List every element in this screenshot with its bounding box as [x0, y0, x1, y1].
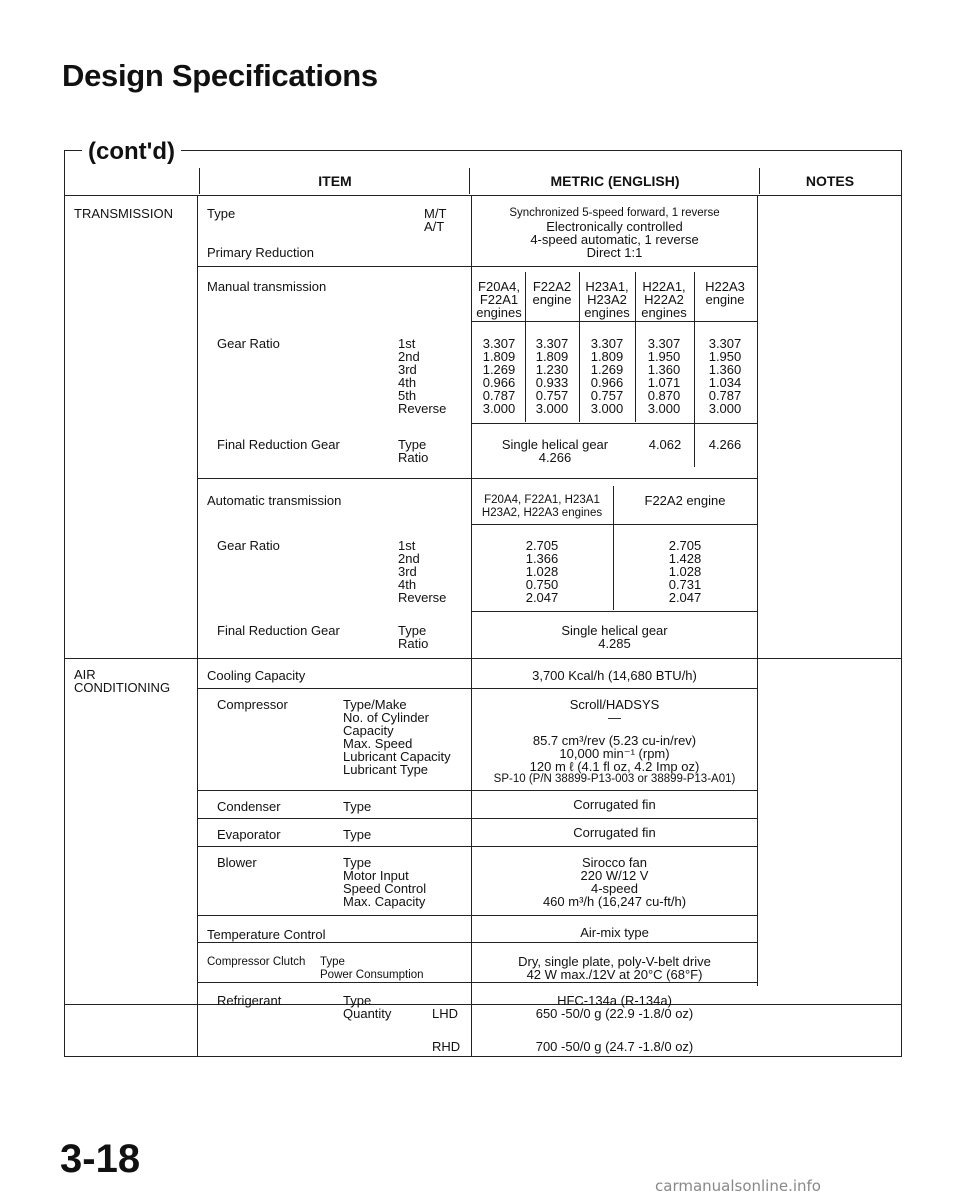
engine-divider	[694, 272, 695, 467]
refrigerant-items: Type Quantity	[343, 993, 392, 1021]
row-separator	[197, 982, 758, 983]
evaporator-value: Corrugated fin	[573, 825, 656, 840]
auto-gear-list: 1st 2nd 3rd 4th Reverse	[398, 538, 447, 605]
compressor-lubricant-type: SP-10 (P/N 38899-P13-003 or 38899-P13-A01)	[493, 773, 736, 785]
compressor-label: Compressor	[217, 697, 288, 712]
ratio-col-5: 3.307 1.950 1.360 1.034 0.787 3.000	[708, 336, 742, 416]
condenser-label: Condenser	[217, 799, 281, 814]
compressor-max-speed: 10,000 min⁻¹ (rpm)	[559, 746, 670, 761]
trans-primary-value: Direct 1:1	[586, 245, 643, 260]
row-separator	[197, 818, 758, 819]
row-separator	[197, 790, 758, 791]
auto-gear-ratio-label: Gear Ratio	[217, 538, 280, 553]
condenser-type-label: Type	[343, 799, 372, 814]
trans-primary-label: Primary Reduction	[207, 245, 314, 260]
compressor-capacity: 85.7 cm³/rev (5.23 cu-in/rev)	[532, 733, 697, 748]
auto-trans-label: Automatic transmission	[207, 493, 342, 508]
trans-type-mt-value: Synchronized 5-speed forward, 1 reverse	[509, 207, 720, 219]
temperature-control-value: Air-mix type	[580, 925, 649, 940]
trans-type-at-value: Electronically controlled 4-speed automatic, 1 reverse	[530, 219, 699, 247]
header-divider	[469, 168, 470, 194]
header-divider	[199, 168, 200, 194]
continued-label: (cont'd)	[82, 138, 181, 166]
column-line-item-lower	[471, 1004, 472, 1056]
header-item: ITEM	[318, 173, 352, 189]
frame-bottom-line-lower	[64, 1056, 902, 1057]
compressor-lubricant-capacity: 120 m ℓ (4.1 fl oz, 4.2 Imp oz)	[529, 759, 700, 774]
watermark: carmanualsonline.info	[655, 1177, 821, 1195]
compressor-clutch-values: Dry, single plate, poly-V-belt drive 42 W max./12V at 20°C (68°F)	[518, 954, 711, 982]
column-line-section	[197, 196, 198, 1004]
gear-ratio-label: Gear Ratio	[217, 336, 280, 351]
trans-type-label: Type	[207, 206, 236, 221]
section-transmission: TRANSMISSION	[74, 206, 173, 221]
row-separator	[197, 266, 758, 267]
blower-label: Blower	[217, 855, 257, 870]
header-bottom-line	[64, 195, 902, 196]
row-separator	[197, 846, 758, 847]
row-separator	[197, 942, 758, 943]
header-notes: NOTES	[805, 173, 855, 189]
cooling-capacity-label: Cooling Capacity	[207, 668, 306, 683]
page-number: 3-18	[60, 1137, 141, 1181]
engine-col-1: F20A4, F22A1 engines	[476, 279, 522, 320]
trans-type-mt: M/T	[424, 206, 447, 221]
refrigerant-lhd-value: 650 -50/0 g (22.9 -1.8/0 oz)	[535, 1006, 694, 1021]
auto-final-label: Final Reduction Gear	[217, 623, 340, 638]
auto-engines-a: F20A4, F22A1, H23A1 H23A2, H22A3 engines	[481, 494, 603, 519]
column-line-notes	[757, 196, 758, 986]
frame-left-line-lower	[64, 1004, 65, 1056]
evaporator-label: Evaporator	[217, 827, 281, 842]
section-air-conditioning: AIR CONDITIONING	[74, 667, 171, 695]
engine-row-line	[472, 321, 757, 322]
frame-left-line	[64, 150, 65, 1005]
page-title: Design Specifications	[62, 58, 378, 93]
refrigerant-lhd: LHD	[432, 1006, 459, 1021]
ratio-col-3: 3.307 1.809 1.269 0.966 0.757 3.000	[590, 336, 624, 416]
auto-final-value: Single helical gear 4.285	[561, 623, 668, 651]
compressor-cylinders: —	[608, 710, 621, 725]
manual-trans-label: Manual transmission	[207, 279, 327, 294]
compressor-items: Type/Make No. of Cylinder Capacity Max. Speed Lubricant Capacity Lubricant Type	[343, 697, 451, 777]
blower-items: Type Motor Input Speed Control Max. Capacity	[343, 855, 427, 909]
column-line-section-lower	[197, 1004, 198, 1056]
evaporator-type-label: Type	[343, 827, 372, 842]
final-type-ratio: Type Ratio	[398, 437, 429, 465]
engine-col-5: H22A3 engine	[705, 279, 745, 307]
frame-right-line	[901, 150, 902, 1005]
auto-ratios-a: 2.705 1.366 1.028 0.750 2.047	[525, 538, 559, 605]
compressor-type: Scroll/HADSYS	[569, 697, 660, 712]
ratio-row-line	[472, 423, 757, 424]
section-separator	[64, 658, 902, 659]
ratio-col-1: 3.307 1.809 1.269 0.966 0.787 3.000	[482, 336, 516, 416]
ratio-col-4: 3.307 1.950 1.360 1.071 0.870 3.000	[647, 336, 681, 416]
temperature-control-label: Temperature Control	[207, 927, 326, 942]
compressor-clutch-label: Compressor Clutch	[207, 956, 306, 968]
refrigerant-rhd: RHD	[432, 1039, 461, 1054]
trans-type-at: A/T	[424, 219, 445, 234]
ratio-col-2: 3.307 1.809 1.230 0.933 0.757 3.000	[535, 336, 569, 416]
cooling-capacity-value: 3,700 Kcal/h (14,680 BTU/h)	[532, 668, 697, 683]
compressor-clutch-items: Type Power Consumption	[320, 956, 424, 981]
refrigerant-type-value: HFC-134a (R-134a)	[557, 993, 672, 1008]
frame-right-line-lower	[901, 1004, 902, 1056]
header-metric: METRIC (ENGLISH)	[550, 173, 680, 189]
engine-col-4: H22A1, H22A2 engines	[641, 279, 687, 320]
auto-row-line	[472, 524, 757, 525]
row-separator	[197, 915, 758, 916]
engine-col-2: F22A2 engine	[532, 279, 572, 307]
refrigerant-rhd-value: 700 -50/0 g (24.7 -1.8/0 oz)	[535, 1039, 694, 1054]
row-separator	[197, 478, 758, 479]
condenser-value: Corrugated fin	[573, 797, 656, 812]
gear-list: 1st 2nd 3rd 4th 5th Reverse	[398, 336, 447, 416]
engine-col-3: H23A1, H23A2 engines	[584, 279, 630, 320]
blower-values: Sirocco fan 220 W/12 V 4-speed 460 m³/h (16,247 cu-ft/h)	[542, 855, 687, 909]
refrigerant-label: Refrigerant	[217, 993, 282, 1008]
auto-engines-b: F22A2 engine	[644, 493, 726, 508]
final-value-main: Single helical gear 4.266	[501, 437, 609, 465]
header-divider	[759, 168, 760, 194]
final-reduction-label: Final Reduction Gear	[217, 437, 340, 452]
auto-final-type-ratio: Type Ratio	[398, 623, 429, 651]
row-separator	[197, 688, 758, 689]
final-value-h22a1: 4.062	[648, 437, 682, 452]
final-value-h22a3: 4.266	[708, 437, 742, 452]
auto-ratio-line	[472, 611, 757, 612]
auto-ratios-b: 2.705 1.428 1.028 0.731 2.047	[668, 538, 702, 605]
frame-top-line	[64, 150, 902, 151]
